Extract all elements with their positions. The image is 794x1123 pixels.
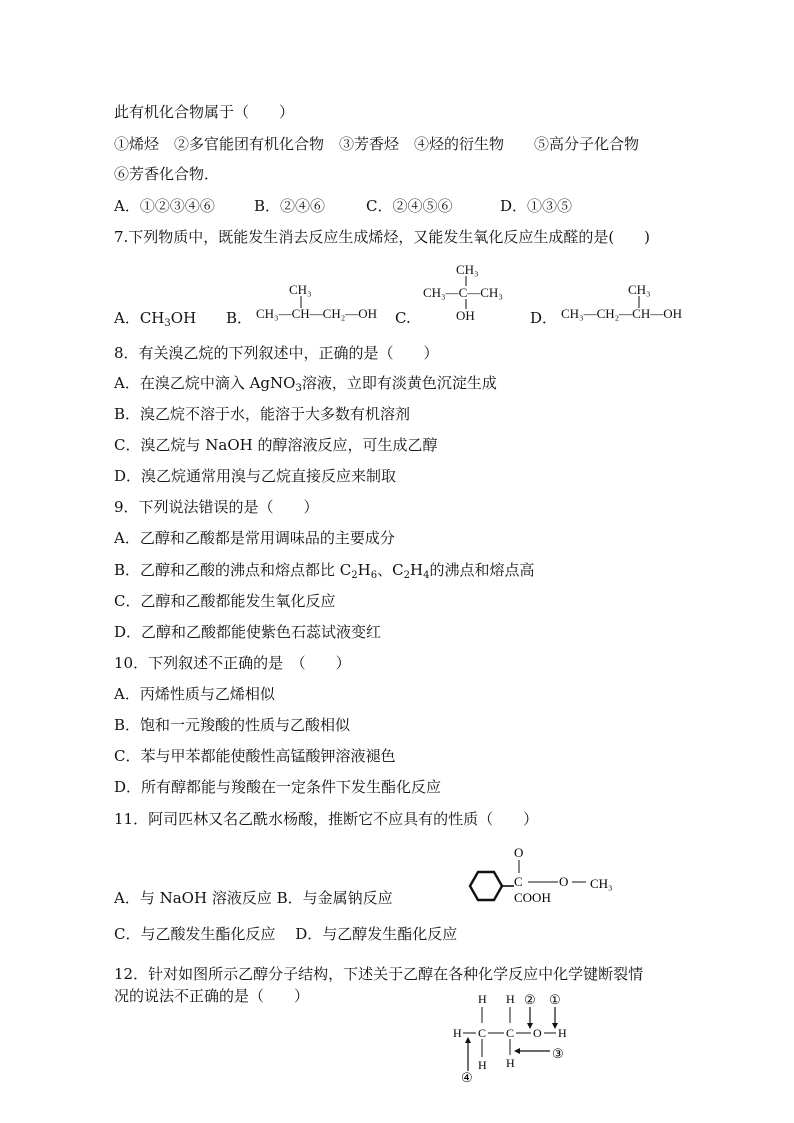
q11-options-ab: A．与 NaOH 溶液反应 B．与金属钠反应 [114, 889, 393, 907]
q12-stem-line2: 况的说法不正确的是（ ） [114, 987, 310, 1005]
bond-mark-3: ③ [552, 1046, 564, 1061]
q9-option-a: A．乙醇和乙酸都是常用调味品的主要成分 [114, 529, 395, 547]
struct-ch3: CH₃ [590, 876, 613, 891]
struct-o-mid: O [559, 874, 569, 889]
question-stem: 此有机化合物属于（ ） [114, 103, 295, 121]
atom-h: H [453, 1026, 462, 1040]
q7-c-formula: CH₃—C—CH₃ [423, 285, 503, 300]
option-d: D．①③⑤ [500, 197, 573, 215]
option-b: B．②④⑥ [254, 197, 326, 215]
atom-h: H [506, 992, 515, 1006]
option-c: C．②④⑤⑥ [366, 197, 453, 215]
q11-stem: 11．阿司匹林又名乙酰水杨酸，推断它不应具有的性质（ ） [114, 810, 539, 828]
q7-option-c-label: C. [395, 309, 411, 327]
q10-option-b: B．饱和一元羧酸的性质与乙酸相似 [114, 716, 351, 734]
q7-option-b-label: B． [226, 309, 253, 327]
atom-h: H [506, 1056, 515, 1070]
q9-stem: 9．下列说法错误的是（ ） [114, 498, 319, 516]
q7-option-d-label: D． [530, 309, 558, 327]
q10-option-c: C．苯与甲苯都能使酸性高锰酸钾溶液褪色 [114, 747, 396, 765]
atom-o: O [533, 1026, 542, 1040]
classification-list: ①烯烃 ②多官能团有机化合物 ③芳香烃 ④烃的衍生物 ⑤高分子化合物 [114, 135, 640, 153]
atom-h: H [478, 992, 487, 1006]
q8-option-b: B．溴乙烷不溶于水，能溶于大多数有机溶剂 [114, 405, 411, 423]
atom-c: C [478, 1026, 487, 1040]
q12-stem-line1: 12．针对如图所示乙醇分子结构，下述关于乙醇在各种化学反应中化学键断裂情 [114, 965, 644, 983]
q8-option-d: D．溴乙烷通常用溴与乙烷直接反应来制取 [114, 467, 397, 485]
q7-b-branch-ch3: CH₃ [289, 282, 312, 297]
q7-b-formula: CH₃—CH—CH₂—OH [256, 306, 378, 321]
option-a: A．①②③④⑥ [114, 197, 215, 215]
q10-stem: 10．下列叙述不正确的是 （ ） [114, 654, 351, 672]
q9-option-d: D．乙醇和乙酸都能使紫色石蕊试液变红 [114, 623, 382, 641]
aspirin-structure [462, 842, 632, 908]
q7-d-branch-ch3: CH₃ [628, 282, 651, 297]
q7-d-formula: CH₃—CH₂—CH—OH [561, 306, 683, 321]
q7-stem: 7.下列物质中，既能发生消去反应生成烯烃，又能发生氧化反应生成醛的是( ) [114, 228, 651, 246]
atom-h: H [478, 1058, 487, 1072]
q8-stem: 8．有关溴乙烷的下列叙述中，正确的是（ ） [114, 344, 439, 362]
q9-option-c: C．乙醇和乙酸都能发生氧化反应 [114, 592, 336, 610]
q7-c-top-ch3: CH₃ [456, 262, 479, 277]
q7-option-a: A．$CH_3OH$ [114, 309, 197, 329]
atom-h: H [558, 1026, 567, 1040]
struct-cooh: COOH [514, 890, 551, 905]
struct-o-top: O [514, 845, 524, 860]
q7-c-bottom-oh: OH [456, 308, 475, 323]
classification-list-cont: ⑥芳香化合物． [114, 165, 220, 183]
struct-c: C [514, 874, 523, 889]
bond-mark-4: ④ [461, 1070, 473, 1085]
q9-option-b: B．乙醇和乙酸的沸点和熔点都比 $C_2H_6$、$C_2H_4$的沸点和熔点高 [114, 561, 535, 581]
q10-option-a: A．丙烯性质与乙烯相似 [114, 685, 275, 703]
q8-option-c: C．溴乙烷与 NaOH 的醇溶液反应，可生成乙醇 [114, 436, 438, 454]
q11-options-cd: C．与乙酸发生酯化反应 D．与乙醇发生酯化反应 [114, 925, 458, 943]
q8-option-a: A．在溴乙烷中滴入 AgNO$_3$溶液，立即有淡黄色沉淀生成 [114, 374, 497, 394]
atom-c: C [506, 1026, 515, 1040]
ethanol-structure [448, 985, 578, 1085]
bond-mark-2: ② [524, 992, 536, 1007]
q10-option-d: D．所有醇都能与羧酸在一定条件下发生酯化反应 [114, 778, 442, 796]
bond-mark-1: ① [549, 992, 561, 1007]
